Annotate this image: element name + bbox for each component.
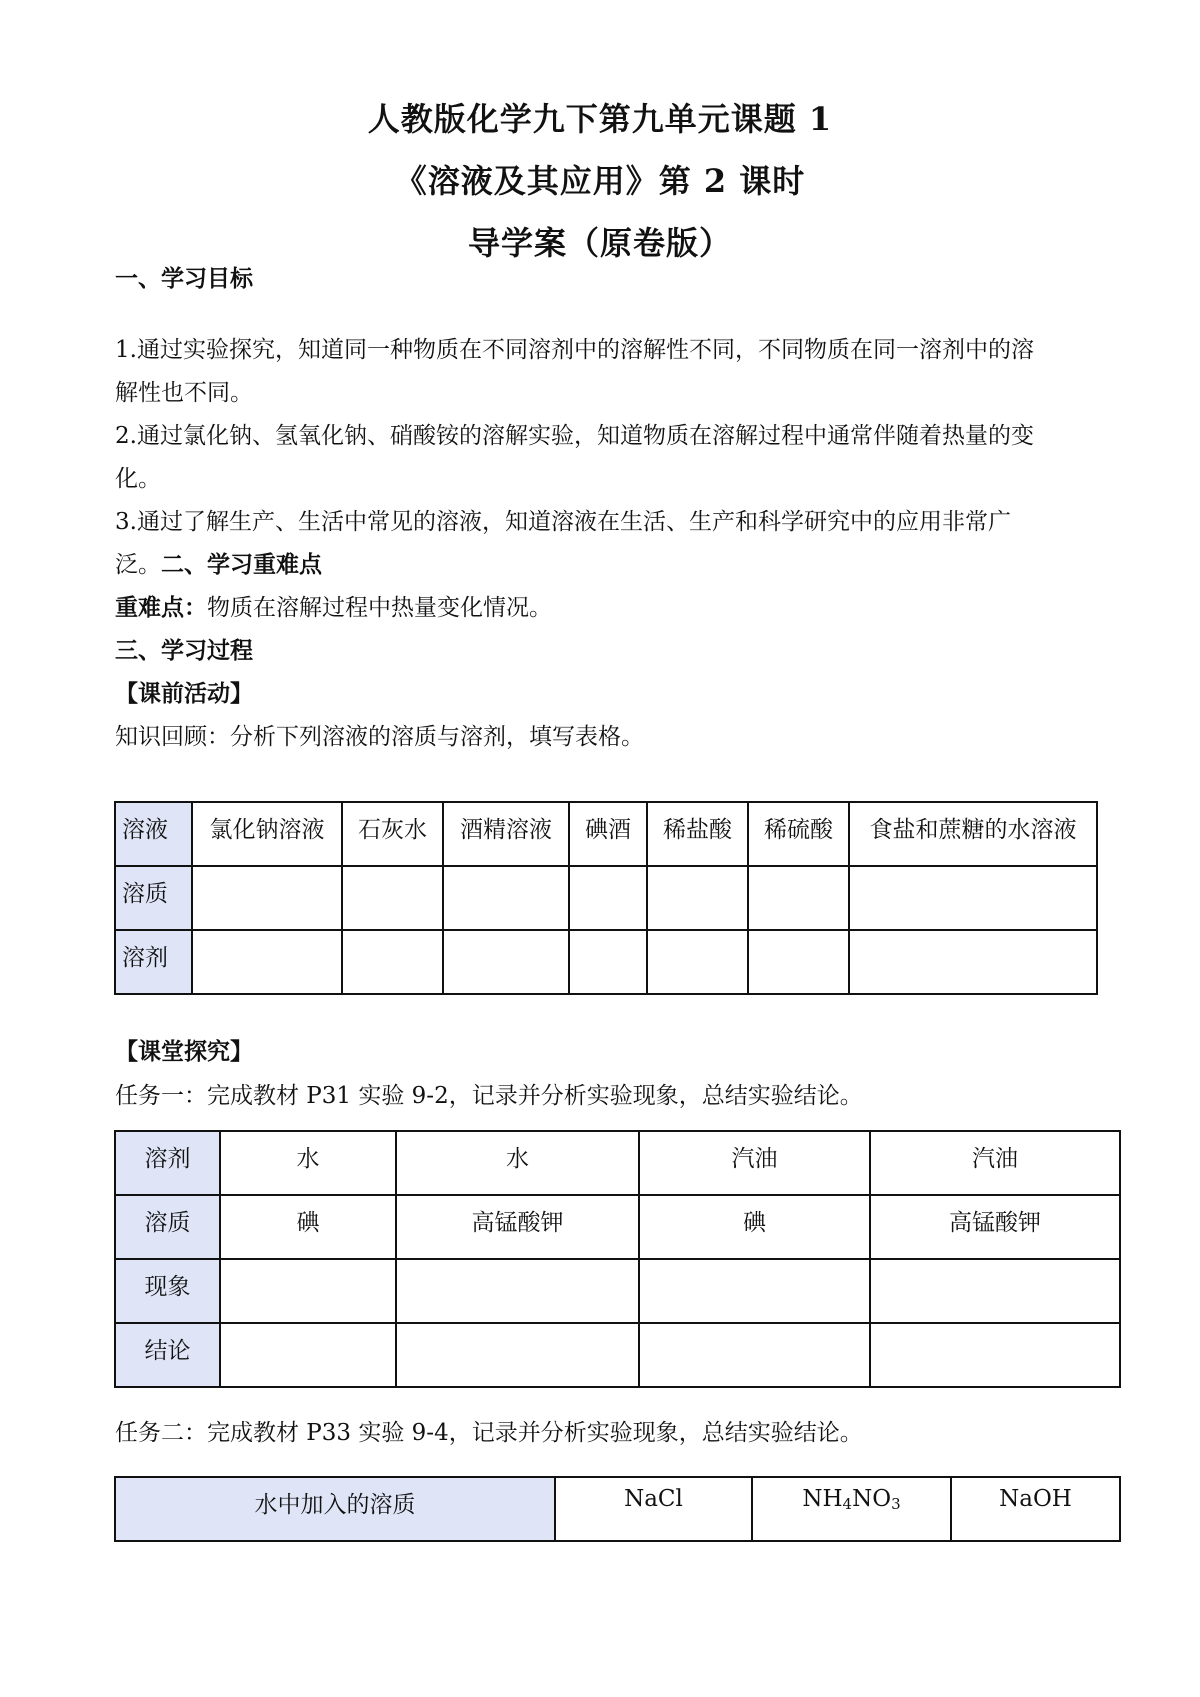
table-row [115,1477,1120,1541]
column-header: 碘酒 [569,802,647,866]
column-header: 稀盐酸 [647,802,748,866]
table-row [115,1259,1120,1323]
answer-cell[interactable] [647,866,748,930]
answer-cell[interactable] [639,1259,870,1323]
doc-subtitle: 《溶液及其应用》第 2 课时 [394,162,806,200]
section-heading-goals: 一、学习目标 [115,265,253,292]
review-instruction: 知识回顾：分析下列溶液的溶质与溶剂，填写表格。 [115,724,644,750]
table-header-solute-added: 水中加入的溶质 [115,1477,555,1541]
answer-cell[interactable] [870,1259,1120,1323]
answer-cell[interactable] [220,1323,396,1387]
doc-edition: 导学案（原卷版） [467,224,732,262]
solvent-cell: 汽油 [870,1131,1120,1195]
solute-naoh: NaOH [951,1477,1120,1541]
goal-2-line-1: 2.通过氯化钠、氢氧化钠、硝酸铵的溶解实验，知道物质在溶解过程中通常伴随着热量的变 [115,423,1034,449]
table-row [115,802,1097,866]
goal-3-line-1: 3.通过了解生产、生活中常见的溶液，知道溶液在生活、生产和科学研究中的应用非常广 [115,509,1011,535]
goal-3-line-2 [115,550,1095,580]
answer-cell[interactable] [396,1323,639,1387]
goal-3-end: 泛。 [115,552,161,578]
row-header-solvent: 溶剂 [115,930,192,994]
table-row [115,866,1097,930]
row-header-conclusion: 结论 [115,1323,220,1387]
solute-cell: 高锰酸钾 [396,1195,639,1259]
answer-cell[interactable] [569,866,647,930]
task-1-instruction: 任务一：完成教材 P31 实验 9-2，记录并分析实验现象，总结实验结论。 [115,1083,863,1109]
solute-nacl: NaCl [555,1477,752,1541]
key-points-line [115,593,1095,623]
row-header-solute: 溶质 [115,1195,220,1259]
solute-nh4no3: $NH_4NO_3$ [752,1477,951,1541]
answer-cell[interactable] [647,930,748,994]
goal-1-line-1: 1.通过实验探究，知道同一种物质在不同溶剂中的溶解性不同，不同物质在同一溶剂中的溶 [115,337,1034,363]
section-heading-process: 三、学习过程 [115,637,253,664]
table-row [115,930,1097,994]
answer-cell[interactable] [220,1259,396,1323]
column-header: 氯化钠溶液 [192,802,342,866]
solvent-cell: 水 [396,1131,639,1195]
solvent-cell: 汽油 [639,1131,870,1195]
solute-cell: 碘 [639,1195,870,1259]
answer-cell[interactable] [342,866,443,930]
column-header: 酒精溶液 [443,802,569,866]
solubility-experiment-table [114,1130,1121,1388]
key-points-label: 重难点： [115,594,207,621]
answer-cell[interactable] [396,1259,639,1323]
answer-cell[interactable] [342,930,443,994]
answer-cell[interactable] [849,930,1097,994]
pre-class-activity-heading: 【课前活动】 [115,680,253,707]
table-row [115,1195,1120,1259]
answer-cell[interactable] [748,930,849,994]
row-header-phenomenon: 现象 [115,1259,220,1323]
task-2-instruction: 任务二：完成教材 P33 实验 9-4，记录并分析实验现象，总结实验结论。 [115,1420,863,1446]
goal-2-line-2: 化。 [115,466,161,492]
row-header-solution: 溶液 [115,802,192,866]
column-header: 食盐和蔗糖的水溶液 [849,802,1097,866]
dissolution-heat-table [114,1476,1121,1542]
answer-cell[interactable] [569,930,647,994]
answer-cell[interactable] [192,866,342,930]
class-exploration-heading: 【课堂探究】 [115,1038,253,1065]
doc-title: 人教版化学九下第九单元课题 1 [367,100,833,138]
row-header-solvent: 溶剂 [115,1131,220,1195]
solvent-cell: 水 [220,1131,396,1195]
goal-1-line-2: 解性也不同。 [115,380,253,406]
answer-cell[interactable] [870,1323,1120,1387]
row-header-solute: 溶质 [115,866,192,930]
section-heading-key-points: 二、学习重难点 [161,551,322,578]
key-points-text: 物质在溶解过程中热量变化情况。 [207,595,552,621]
answer-cell[interactable] [639,1323,870,1387]
solute-cell: 碘 [220,1195,396,1259]
table-row [115,1131,1120,1195]
table-row [115,1323,1120,1387]
answer-cell[interactable] [849,866,1097,930]
answer-cell[interactable] [443,930,569,994]
column-header: 石灰水 [342,802,443,866]
solute-cell: 高锰酸钾 [870,1195,1120,1259]
answer-cell[interactable] [748,866,849,930]
answer-cell[interactable] [192,930,342,994]
solution-table [114,801,1098,995]
column-header: 稀硫酸 [748,802,849,866]
answer-cell[interactable] [443,866,569,930]
